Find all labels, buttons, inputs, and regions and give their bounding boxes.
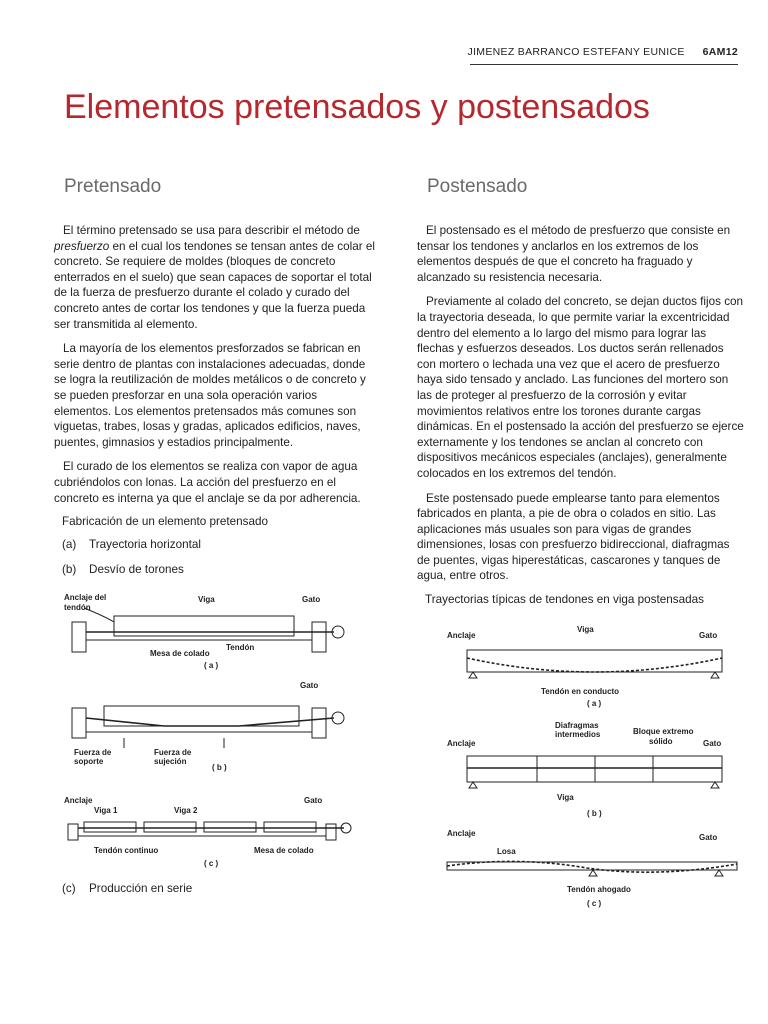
group-code: 6AM12: [702, 46, 738, 58]
label-viga2: Viga 2: [174, 806, 198, 816]
list-label: (a): [62, 538, 77, 552]
label-sujecion: sujeción: [154, 757, 187, 767]
diagram-b: [447, 721, 722, 818]
diagram-c: [64, 796, 351, 868]
pretensado-paragraph-2: La mayoría de los elementos presforzados se fabrican en serie dentro de plantas con instalaciones adecuadas, donde se logra la reutilización de moldes metálicos o de concreto y se pueden presforzar en una sola operación varios elementos. Los elementos pretensados más comunes son viguetas, trabes, losas y gradas, aplicados edificios, naves, puentes, gimnasios y estadios principalmente.: [54, 342, 366, 449]
label-bloque: Bloque extremo: [633, 727, 694, 737]
label-gato-c: Gato: [304, 796, 323, 806]
label-anclaje: Anclaje: [447, 631, 476, 641]
postensado-paragraph-1: El postensado es el método de presfuerzo que consiste en tensar los tendones y anclarlos en los extremos de los elementos después de que el concreto ha fraguado y alcanzado su resistencia necesaria.: [417, 224, 731, 284]
pretensado-heading: Pretensado: [64, 176, 162, 197]
tag-a: ( a ): [587, 699, 602, 709]
label-gato-c: Gato: [699, 833, 718, 843]
p1-text-a: El término pretensado se usa para describir el método de: [63, 224, 360, 237]
diagram-c: [447, 829, 737, 908]
label-gato: Gato: [699, 631, 718, 641]
tag-a: ( a ): [204, 661, 219, 671]
author-name: JIMENEZ BARRANCO ESTEFANY EUNICE: [467, 46, 685, 58]
tag-b: ( b ): [212, 763, 227, 773]
label-gato-b: Gato: [300, 681, 319, 691]
postensado-diagram: [437, 616, 757, 916]
label-tendon-a: Tendón: [226, 643, 255, 653]
label-mesa-c: Mesa de colado: [254, 846, 314, 856]
label-mesa: Mesa de colado: [150, 649, 210, 659]
pretensado-figure-caption: Fabricación de un elemento pretensado: [62, 515, 268, 529]
list-item: [62, 882, 376, 895]
list-text: Trayectoria horizontal: [89, 538, 201, 552]
label-viga1: Viga 1: [94, 806, 118, 816]
pretensado-paragraph-1: [54, 223, 376, 332]
list-text: Producción en serie: [89, 882, 193, 896]
label-anclaje-c: Anclaje: [447, 829, 476, 839]
label-viga: Viga: [577, 625, 594, 635]
label-fuerza-sujecion: Fuerza de: [154, 748, 192, 758]
label-anclaje-c: Anclaje: [64, 796, 93, 806]
postensado-column: [417, 176, 745, 916]
header-rule: [470, 64, 738, 65]
label-diafragmas: Diafragmas: [555, 721, 599, 731]
pretensado-paragraph-3: El curado de los elementos se realiza con vapor de agua cubriéndolos con lonas. La acción del presfuerzo en el concreto es interna ya que el anclaje se da por adherencia.: [54, 460, 361, 505]
label-tendon-continuo: Tendón continuo: [94, 846, 159, 856]
list-label: (b): [62, 563, 77, 577]
label-anclaje: Anclaje del: [64, 593, 107, 603]
label-losa: Losa: [497, 847, 516, 857]
label-tendon: tendón: [64, 603, 91, 613]
list-item: [62, 563, 376, 576]
label-fuerza-soporte: Fuerza de: [74, 748, 112, 758]
tag-b: ( b ): [587, 809, 602, 819]
page-header: [468, 46, 738, 58]
label-gato-b: Gato: [703, 739, 722, 749]
label-tendon-conducto: Tendón en conducto: [541, 687, 620, 697]
postensado-figure-caption: Trayectorias típicas de tendones en viga postensadas: [425, 593, 704, 607]
label-viga: Viga: [198, 595, 215, 605]
list-label: (c): [62, 882, 76, 896]
page-title: Elementos pretensados y postensados: [64, 88, 650, 126]
diagram-b: [72, 681, 344, 772]
label-anclaje-b: Anclaje: [447, 739, 476, 749]
postensado-paragraph-2: Previamente al colado del concreto, se dejan ductos fijos con la trayectoria deseada, lo que permite variar la excentricidad dentro del elemento a lo largo del mismo para lograr las flechas y esfuerzos deseados. Los ductos serán rellenados con mortero o lechada una vez que el acero de presfuerzo haya sido tensado y anclado. Las funciones del mortero son las de proteger al presfuerzo de la corrosión y evitar movimientos relativos entre los torones durante cargas dinámicas. En el postensado la acción del presfuerzo se ejerce externamente y los tendones se anclan al concreto con dispositivos mecánicos especiales (anclajes), generalmente colocados en los extremos del tendón.: [417, 295, 744, 480]
list-text: Desvío de torones: [89, 563, 184, 577]
tag-c: ( c ): [204, 859, 219, 869]
p1-emphasis: presfuerzo: [54, 239, 110, 253]
label-gato: Gato: [302, 595, 321, 605]
label-intermedios: intermedios: [555, 730, 601, 740]
postensado-paragraph-3: Este postensado puede emplearse tanto para elementos fabricados en planta, a pie de obra o colados en sitio. Las aplicaciones más usuales son para vigas de grandes dimensiones, losas con presfuerzo bidireccional, diafragmas de puentes, vigas hiperestáticas, cascarones y tanques de agua, entre otros.: [417, 491, 730, 583]
pretensado-diagram: [64, 588, 364, 878]
label-viga-b: Viga: [557, 793, 574, 803]
label-soporte: soporte: [74, 757, 104, 767]
diagram-a: [64, 593, 344, 670]
p1-text-b: en el cual los tendones se tensan antes de colar el concreto. Se requiere de moldes (bloques de concreto enterrados en el suelo) que sean capaces de soportar el total de la fuerza de presfuerzo durante el colado y curado del concreto antes de cortar los tendones y que la fuerza pueda ser transmitida al elemento.: [54, 239, 375, 331]
list-item: [62, 538, 376, 551]
pretensado-column: [54, 176, 376, 907]
diagram-a: [447, 625, 722, 708]
label-tendon-ahogado: Tendón ahogado: [567, 885, 631, 895]
label-solido: sólido: [649, 737, 673, 747]
tag-c: ( c ): [587, 899, 602, 909]
postensado-heading: Postensado: [427, 176, 528, 197]
